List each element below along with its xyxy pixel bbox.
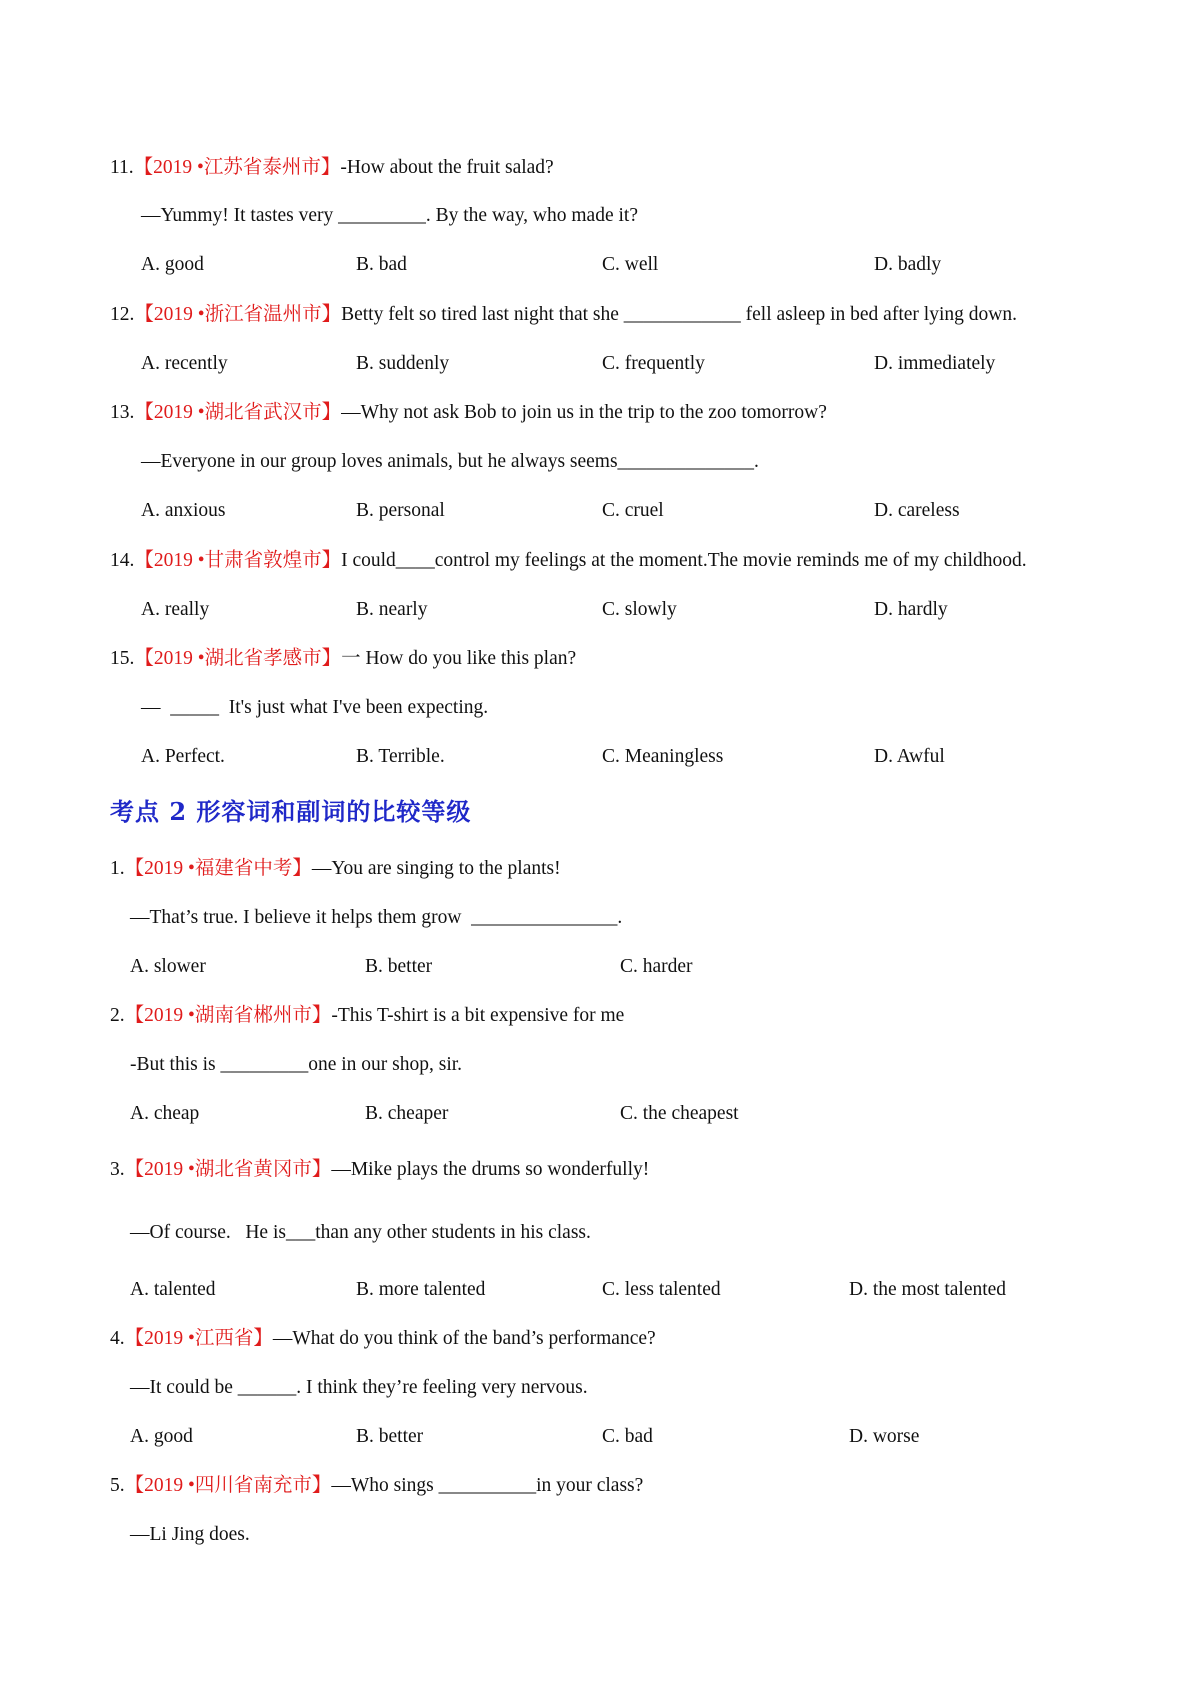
source-tag: 【2019 •湖北省武汉市】 xyxy=(134,402,342,423)
option-a: A. good xyxy=(141,254,204,275)
source-tag: 【2019 •福建省中考】 xyxy=(124,858,312,879)
option-c: C. well xyxy=(602,254,659,275)
option-c: C. frequently xyxy=(602,353,705,374)
option-d: D. the most talented xyxy=(849,1279,1007,1300)
option-b: B. better xyxy=(365,956,433,977)
option-b: B. better xyxy=(356,1426,424,1447)
question-1-reply: —That’s true. I believe it helps them grow _______________. xyxy=(130,907,623,928)
question-3-reply: —Of course. He is___than any other students in his class. xyxy=(130,1222,591,1243)
option-a: A. recently xyxy=(141,353,228,374)
option-a: A. Perfect. xyxy=(141,746,225,767)
option-d: D. hardly xyxy=(874,599,948,620)
option-d: D. Awful xyxy=(874,746,945,767)
option-b: B. nearly xyxy=(356,599,428,620)
source-tag: 【2019 •湖南省郴州市】 xyxy=(124,1005,332,1026)
option-c: C. less talented xyxy=(602,1279,721,1300)
option-c: C. bad xyxy=(602,1426,653,1447)
source-tag: 【2019 •甘肃省敦煌市】 xyxy=(134,550,342,571)
question-5-stem: 5.【2019 •四川省南充市】—Who sings __________in your class? xyxy=(110,1475,644,1496)
source-tag: 【2019 •湖北省黄冈市】 xyxy=(124,1159,332,1180)
question-11-stem: 11.【2019 •江苏省泰州市】-How about the fruit salad? xyxy=(110,157,554,178)
source-tag: 【2019 •湖北省孝感市】 xyxy=(134,648,342,669)
option-a: A. cheap xyxy=(130,1103,200,1124)
option-a: A. good xyxy=(130,1426,193,1447)
option-b: B. cheaper xyxy=(365,1103,449,1124)
question-2-stem: 2.【2019 •湖南省郴州市】-This T-shirt is a bit expensive for me xyxy=(110,1005,625,1026)
question-13-stem: 13.【2019 •湖北省武汉市】—Why not ask Bob to join us in the trip to the zoo tomorrow? xyxy=(110,402,827,423)
question-4-stem: 4.【2019 •江西省】—What do you think of the band’s performance? xyxy=(110,1328,656,1349)
source-tag: 【2019 •浙江省温州市】 xyxy=(134,304,342,325)
option-a: A. anxious xyxy=(141,500,226,521)
question-11-reply: —Yummy! It tastes very _________. By the way, who made it? xyxy=(141,205,638,226)
source-tag: 【2019 •江西省】 xyxy=(124,1328,273,1349)
option-b: B. Terrible. xyxy=(356,746,445,767)
question-12-stem: 12.【2019 •浙江省温州市】Betty felt so tired last night that she ____________ fell asleep in bed after lying down. xyxy=(110,304,1017,325)
option-b: B. bad xyxy=(356,254,407,275)
question-4-reply: —It could be ______. I think they’re feeling very nervous. xyxy=(130,1377,588,1398)
question-3-stem: 3.【2019 •湖北省黄冈市】—Mike plays the drums so wonderfully! xyxy=(110,1159,650,1180)
option-a: A. slower xyxy=(130,956,206,977)
option-c: C. the cheapest xyxy=(620,1103,739,1124)
question-14-stem: 14.【2019 •甘肃省敦煌市】I could____control my feelings at the moment.The movie reminds me of my childhood. xyxy=(110,550,1027,571)
option-d: D. badly xyxy=(874,254,942,275)
question-15-reply: — _____ It's just what I've been expecting. xyxy=(141,697,489,718)
option-c: C. harder xyxy=(620,956,693,977)
option-c: C. cruel xyxy=(602,500,664,521)
option-d: D. immediately xyxy=(874,353,996,374)
question-1-stem: 1.【2019 •福建省中考】—You are singing to the plants! xyxy=(110,858,561,879)
option-a: A. talented xyxy=(130,1279,216,1300)
question-2-reply: -But this is _________one in our shop, sir. xyxy=(130,1054,463,1075)
option-b: B. more talented xyxy=(356,1279,486,1300)
option-d: D. worse xyxy=(849,1426,920,1447)
option-d: D. careless xyxy=(874,500,960,521)
source-tag: 【2019 •江苏省泰州市】 xyxy=(133,157,341,178)
question-15-stem: 15.【2019 •湖北省孝感市】一 How do you like this plan? xyxy=(110,648,577,669)
question-13-reply: —Everyone in our group loves animals, but he always seems______________. xyxy=(141,451,759,472)
option-a: A. really xyxy=(141,599,210,620)
section-heading: 考点 2 形容词和副词的比较等级 xyxy=(110,797,472,826)
option-c: C. Meaningless xyxy=(602,746,724,767)
option-c: C. slowly xyxy=(602,599,677,620)
option-b: B. suddenly xyxy=(356,353,450,374)
option-b: B. personal xyxy=(356,500,445,521)
source-tag: 【2019 •四川省南充市】 xyxy=(124,1475,332,1496)
question-5-reply: —Li Jing does. xyxy=(130,1524,250,1545)
